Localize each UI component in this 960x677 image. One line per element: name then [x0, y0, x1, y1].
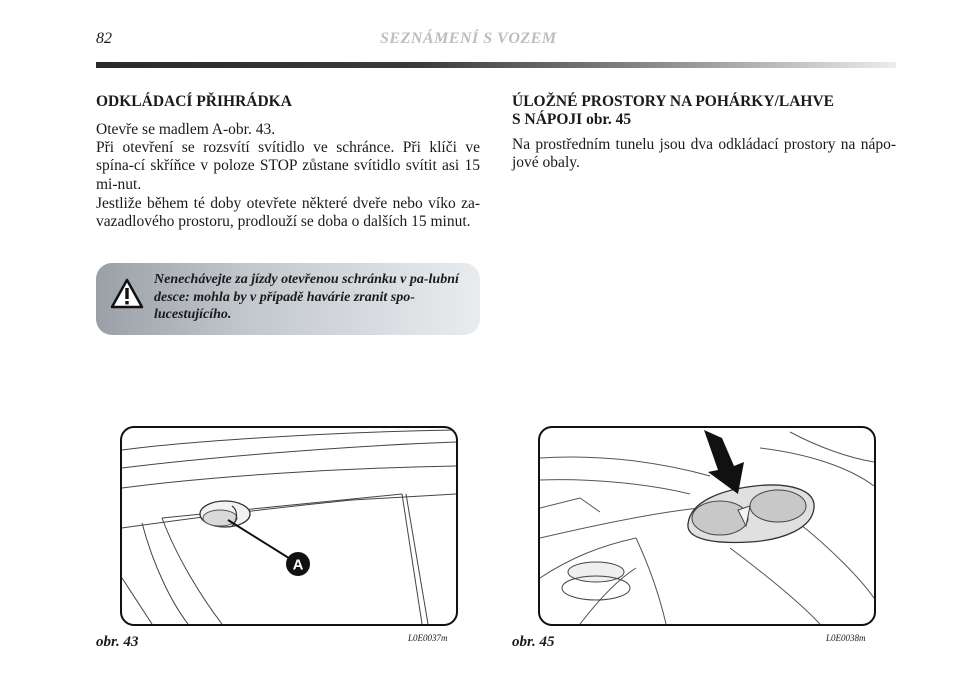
- warning-text: Nenechávejte za jízdy otevřenou schránku v pa-lubní desce: mohla by v případě havárie zranit spo-lucestujícího.: [154, 272, 459, 322]
- header-divider: [96, 62, 896, 68]
- cupholder-heading-line-2: S NÁPOJI obr. 45: [512, 111, 632, 128]
- callout-a-label: A: [292, 556, 304, 574]
- figure-45-code: L0E0038m: [826, 633, 866, 643]
- cupholder-tray: [688, 485, 814, 542]
- figure-cupholders: [538, 426, 876, 626]
- shifter-base: [562, 562, 630, 600]
- figure-43-caption: obr. 43: [96, 634, 139, 650]
- arrow-down-icon: [704, 430, 744, 494]
- cupholder-illustration: [540, 428, 874, 624]
- glovebox-paragraph-3: Jestliže během té doby otevřete některé dveře nebo víko za-vazadlového prostoru, prodlouží se doba o dalších 15 minut.: [96, 195, 480, 231]
- figure-45-caption: obr. 45: [512, 634, 555, 650]
- warning-box: [96, 263, 480, 335]
- figure-43-code: L0E0037m: [408, 633, 448, 643]
- glovebox-paragraph-2: Při otevření se rozsvítí svítidlo ve schránce. Při klíči ve spína-cí skříňce v poloze STOP zůstane svítidlo svítit asi 15 mi-nut.: [96, 139, 480, 193]
- glovebox-handle: [200, 501, 250, 527]
- figure-glovebox: [120, 426, 458, 626]
- warning-triangle-icon: [110, 278, 144, 310]
- glovebox-heading: ODKLÁDACÍ PŘIHRÁDKA: [96, 93, 292, 110]
- cupholder-heading-line-1: ÚLOŽNÉ PROSTORY NA POHÁRKY/LAHVE: [512, 93, 834, 110]
- glovebox-illustration: [122, 428, 456, 624]
- page-number: 82: [96, 30, 112, 47]
- glovebox-paragraph-1: Otevře se madlem A-obr. 43.: [96, 121, 276, 138]
- page-header-title: SEZNÁMENÍ S VOZEM: [380, 30, 557, 47]
- cupholder-paragraph-1: Na prostředním tunelu jsou dva odkládací prostory na nápo-jové obaly.: [512, 136, 896, 172]
